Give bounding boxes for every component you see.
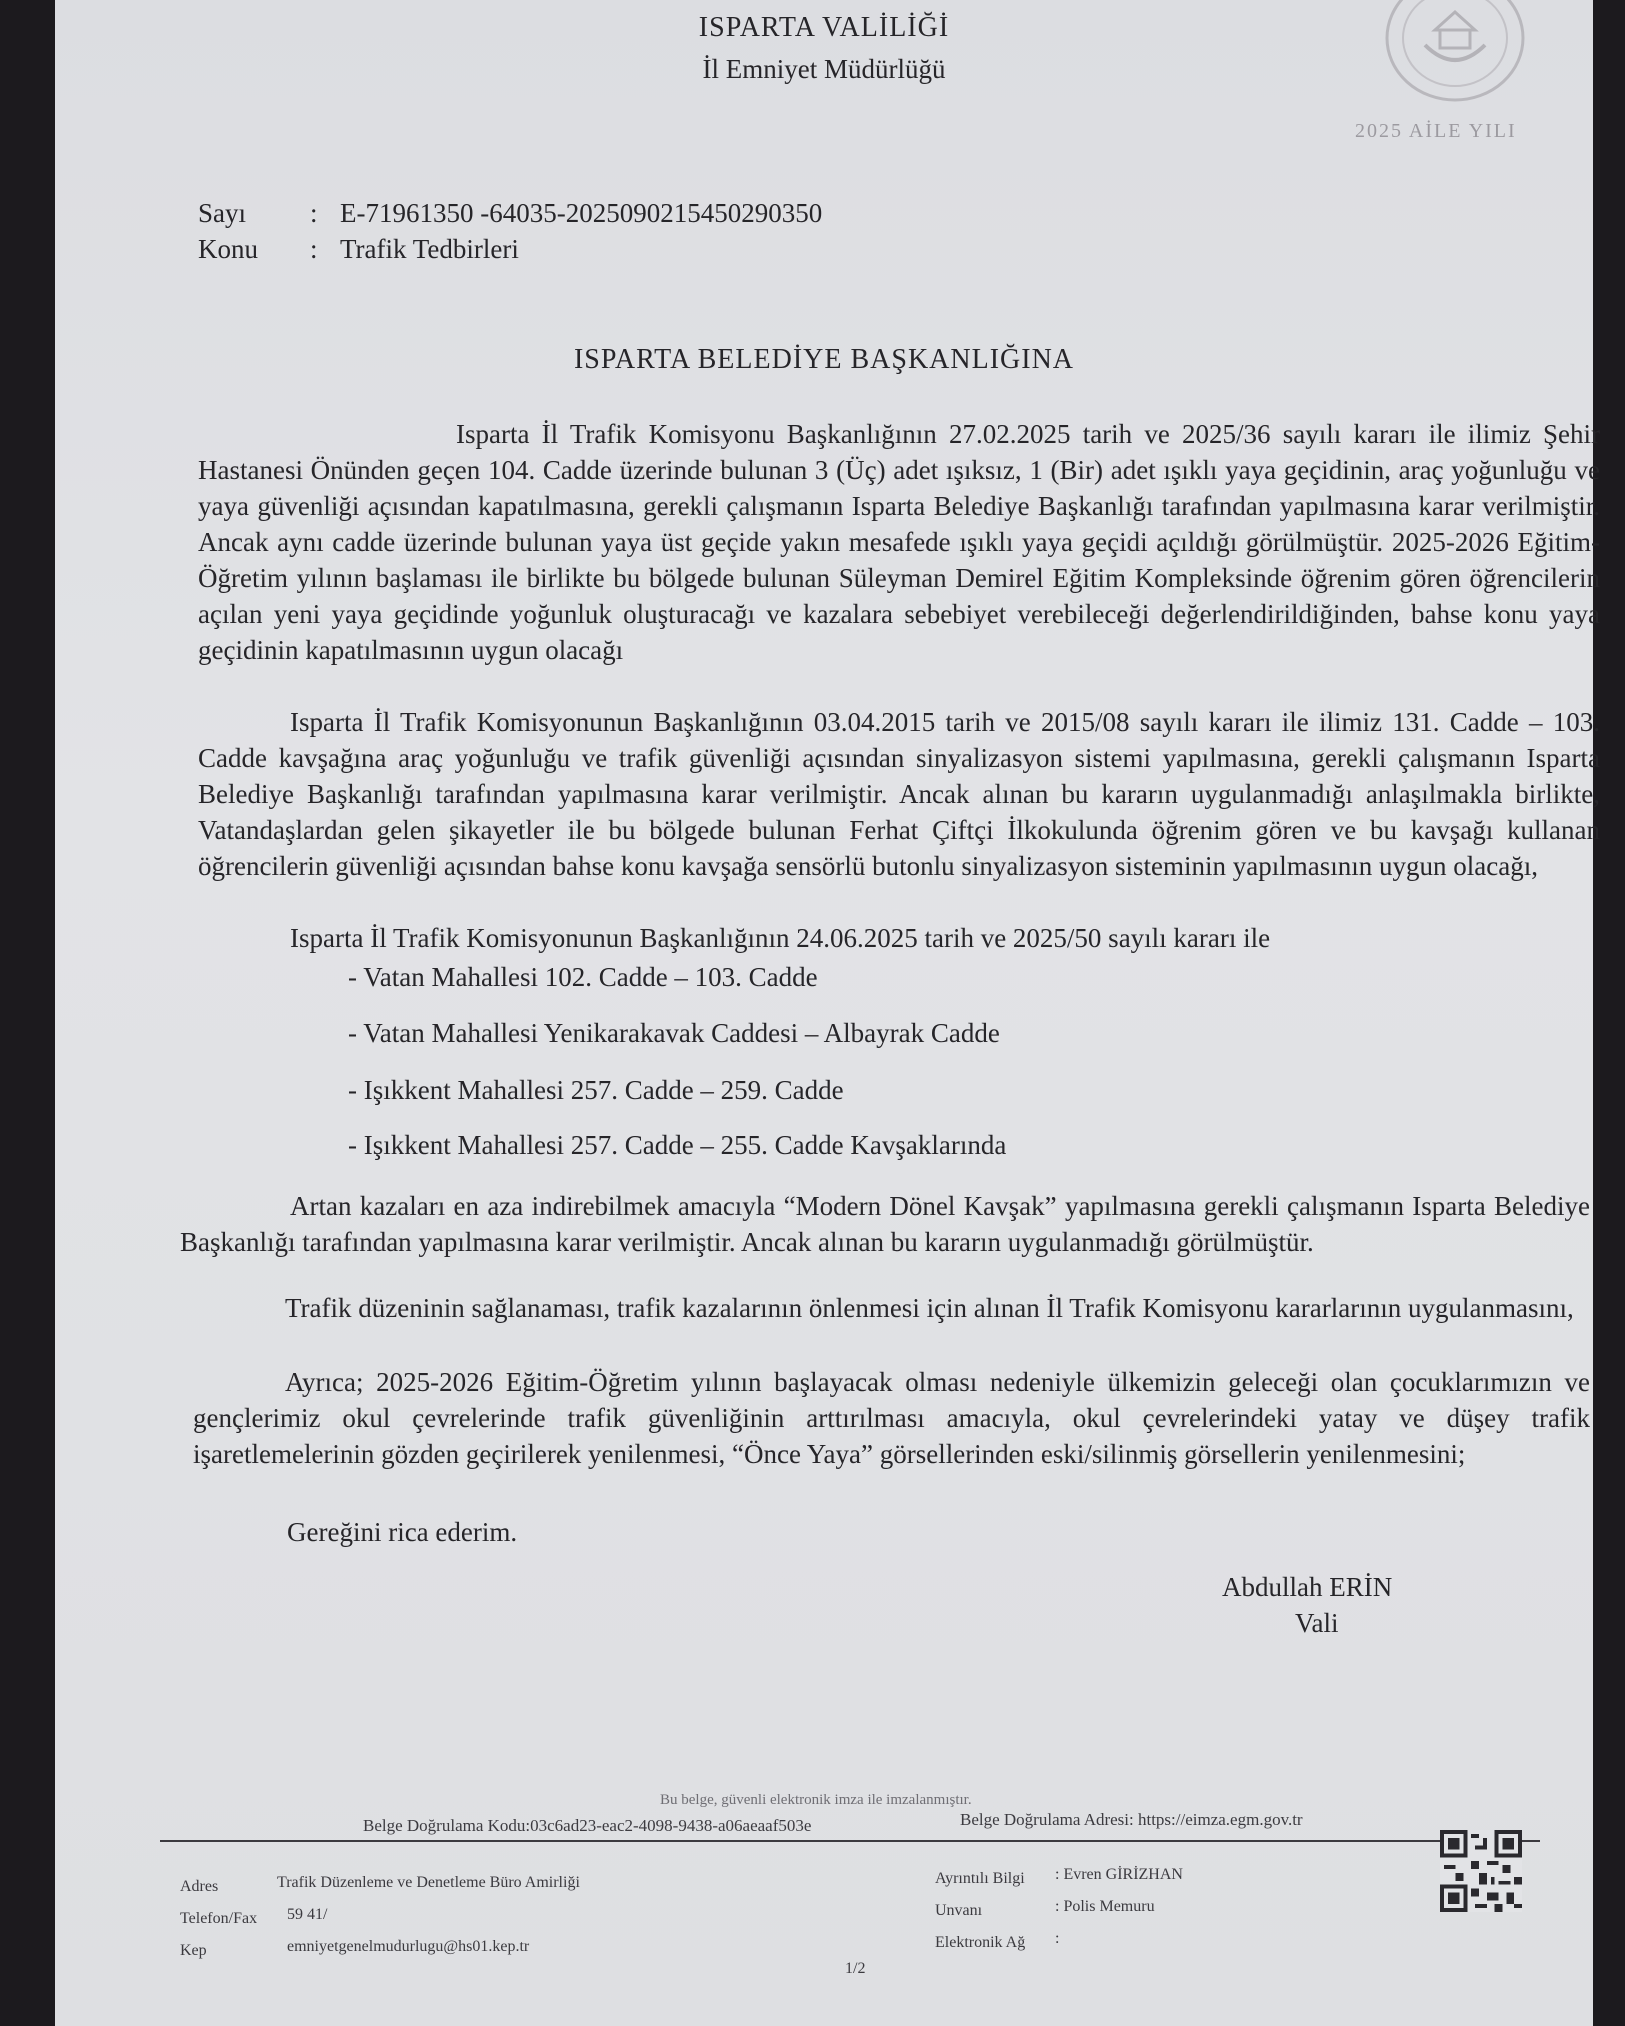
verification-address: Belge Doğrulama Adresi: https://eimza.egm.gov.tr (960, 1810, 1303, 1829)
verification-code: Belge Doğrulama Kodu:03c6ad23-eac2-4098-9438-a06aeaaf503e (363, 1816, 812, 1835)
institution-title: ISPARTA VALİLİĞİ (698, 12, 950, 43)
adres-label: Adres (180, 1878, 219, 1895)
kep-value: emniyetgenelmudurlugu@hs01.kep.tr (287, 1938, 530, 1955)
paragraph-4: Artan kazaları en aza indirebilmek amacıyla “Modern Dönel Kavşak” yapılmasına gerekli çalışmanın Isparta Belediye Başkanlığı tarafından yapılmasına karar verilmiştir. Ancak alınan bu kararın uygulanmadığı görülmüştür. (180, 1191, 1590, 1257)
year-badge: 2025 AİLE YILI (1355, 120, 1517, 142)
esign-note: Bu belge, güvenli elektronik imza ile imzalanmıştır. (660, 1792, 972, 1808)
addressee: ISPARTA BELEDİYE BAŞKANLIĞINA (573, 344, 1075, 375)
paragraph-6: Ayrıca; 2025-2026 Eğitim-Öğretim yılının başlayacak olması nedeniyle ülkemizin geleceği olan çocuklarımızın ve gençlerimiz okul çevrelerinde trafik güvenliğinin arttırılması amacıyla, okul çevrelerindeki yatay ve düşey trafik işaretlemelerinin gözden geçirilerek yenilenmesi, “Önce Yaya” görsellerinden eski/silinmiş görsellerin yenilenmesini; (193, 1367, 1590, 1469)
paragraph-5: Trafik düzeninin sağlanaması, trafik kazalarının önlenmesi için alınan İl Trafik Komisyonu kararlarının uygulanmasını, (285, 1293, 1574, 1323)
konu-colon: : (310, 234, 318, 264)
paragraph-1: Isparta İl Trafik Komisyonu Başkanlığının 27.02.2025 tarih ve 2025/36 sayılı kararı ile ilimiz Şehir Hastanesi Önünden geçen 104. Cadde üzerinde bulunan 3 (Üç) adet ışıksız, 1 (Bir) adet ışıklı yaya geçidinin, araç yoğunluğu ve yaya güvenliği açısından kapatılmasına, gerekli çalışmanın Isparta Belediye Başkanlığı tarafından yapılmasına karar verilmiştir. Ancak aynı cadde üzerinde bulunan yaya üst geçide yakın mesafede ışıklı yaya geçidi açıldığı görülmüştür. 2025-2026 Eğitim-Öğretim yılının başlaması ile birlikte bu bölgede bulunan Süleyman Demirel Eğitim Kompleksinde öğrenim gören öğrencilerin açılan yeni yaya geçidinde yoğunluk oluşturacağı ve kazalara sebebiyet verebileceği değerlendirildiğinden, bahse konu yaya geçidinin kapatılmasının uygun olacağı (198, 419, 1600, 665)
paragraph-2: Isparta İl Trafik Komisyonunun Başkanlığının 03.04.2015 tarih ve 2015/08 sayılı kararı ile ilimiz 131. Cadde – 103. Cadde kavşağına araç yoğunluğu ve trafik güvenliği açısından sinyalizasyon sistemi yapılmasına, gerekli çalışmanın Isparta Belediye Başkanlığı tarafından yapılmasına karar verilmiştir. Ancak alınan bu kararın uygulanmadığı anlaşılmakla birlikte, Vatandaşlardan gelen şikayetler ile bu bölgede bulunan Ferhat Çiftçi İlkokulunda öğrenim gören ve bu kavşağı kullanan öğrencilerin güvenliği açısından bahse konu kavşağa sensörlü butonlu sinyalizasyon sisteminin yapılmasının uygun olacağı, (198, 707, 1600, 881)
footer-divider (160, 1840, 1540, 1842)
info-label: Ayrıntılı Bilgi (935, 1870, 1025, 1887)
info-value: : Evren GİRİZHAN (1055, 1866, 1183, 1883)
adres-value: Trafik Düzenleme ve Denetleme Büro Amirliği (277, 1874, 580, 1891)
sayi-colon: : (310, 198, 318, 228)
list-item: - Vatan Mahallesi 102. Cadde – 103. Cadde (348, 962, 818, 992)
eag-label: Elektronik Ağ (935, 1934, 1026, 1951)
unvan-label: Unvanı (935, 1902, 983, 1919)
qr-code-icon (1440, 1830, 1522, 1912)
sayi-label: Sayı (198, 198, 247, 228)
telefon-label: Telefon/Fax (180, 1910, 258, 1927)
kep-label: Kep (180, 1942, 207, 1959)
list-item: - Işıkkent Mahallesi 257. Cadde – 255. Cadde Kavşaklarında (348, 1130, 1007, 1160)
eag-value: : (1055, 1930, 1060, 1947)
list-item: - Vatan Mahallesi Yenikarakavak Caddesi – Albayrak Cadde (348, 1018, 1000, 1048)
list-item: - Işıkkent Mahallesi 257. Cadde – 259. Cadde (348, 1075, 844, 1105)
telefon-value: 59 41/ (287, 1906, 328, 1923)
closing-line: Gereğini rica ederim. (287, 1517, 518, 1547)
signatory-name: Abdullah ERİN (1222, 1572, 1393, 1602)
sayi-value: E-71961350 -64035-20250902154502903​50 (340, 198, 823, 228)
konu-label: Konu (198, 234, 258, 264)
page-number: 1/2 (845, 1960, 866, 1977)
signatory-title: Vali (1295, 1608, 1339, 1638)
paragraph-3: Isparta İl Trafik Komisyonunun Başkanlığının 24.06.2025 tarih ve 2025/50 sayılı kararı ile (290, 923, 1271, 953)
konu-value: Trafik Tedbirleri (340, 234, 519, 264)
aile-yili-seal-icon (1380, 0, 1530, 105)
institution-subtitle: İl Emniyet Müdürlüğü (702, 54, 946, 84)
document-page (55, 0, 1600, 2026)
unvan-value: : Polis Memuru (1055, 1898, 1155, 1915)
